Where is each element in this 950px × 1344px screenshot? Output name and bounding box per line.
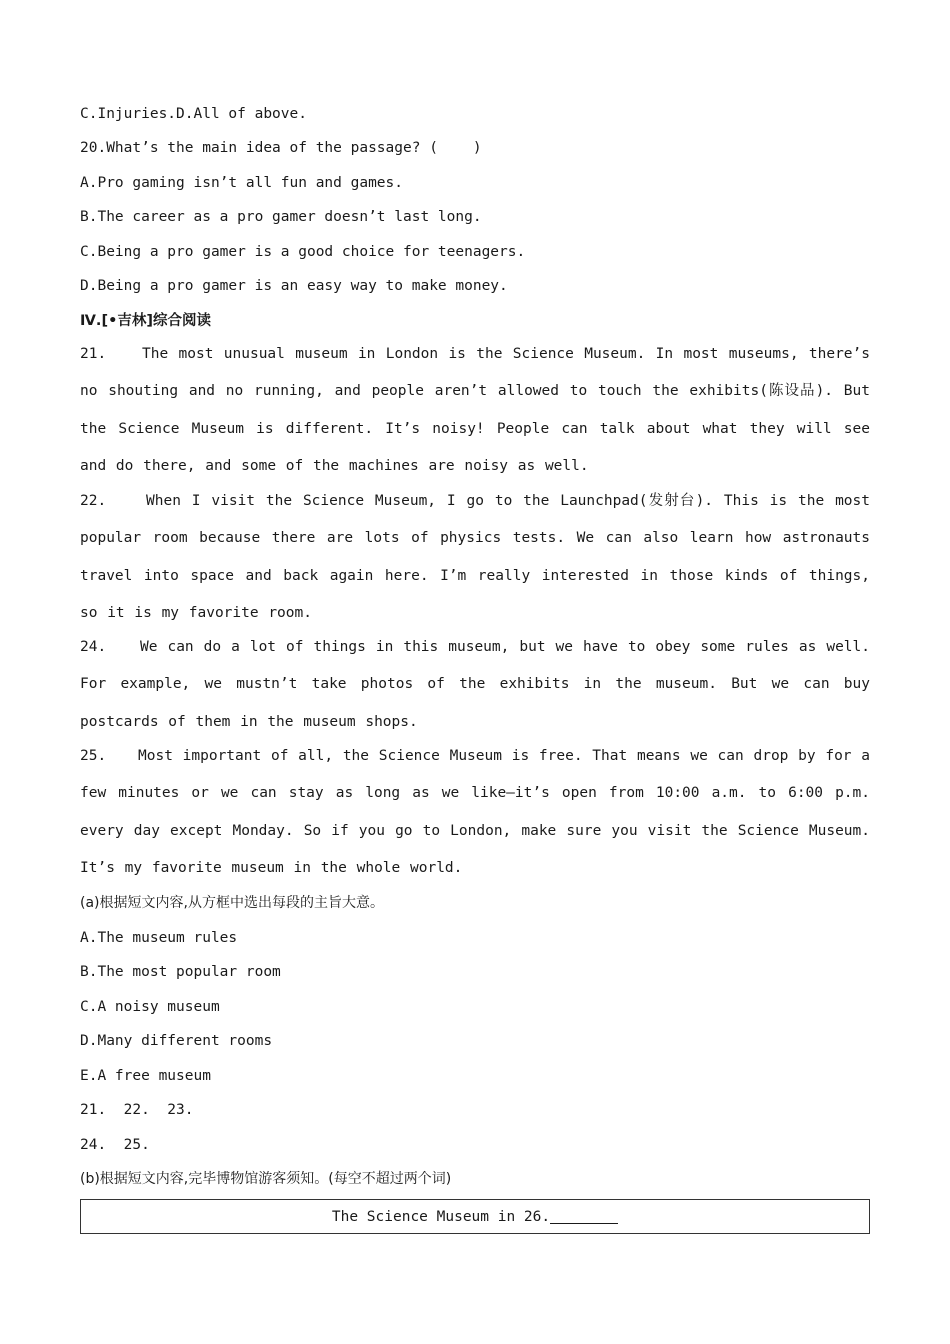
- paragraph-number: 21.: [80, 346, 107, 362]
- part-a-option-a: A.The museum rules: [80, 930, 238, 946]
- q20-option-b: B.The career as a pro gamer doesn’t last long.: [80, 209, 482, 225]
- q19-options-tail: C.Injuries.D.All of above.: [80, 106, 307, 122]
- part-a-answer-row-2: 24. 25.: [80, 1137, 150, 1153]
- section-prefix: Ⅳ.[•吉林]: [80, 313, 153, 329]
- passage-paragraph-4: [80, 738, 870, 887]
- paragraph-text: Most important of all, the Science Museum is free. That means we can drop by for a few minutes or we can stay as long as we like—it’s open from 10:00 a.m. to 6:00 p.m. every day except Monday. So if you go to London, make sure you visit the Science Museum. It’s my favorite museum in the whole world.: [80, 748, 870, 876]
- q20-option-a: A.Pro gaming isn’t all fun and games.: [80, 175, 404, 191]
- paragraph-number: 22.: [80, 493, 107, 509]
- visitor-notice-heading: The Science Museum in 26.: [331, 1208, 551, 1225]
- paragraph-number: 25.: [80, 748, 107, 764]
- visitor-notice-box: [80, 1199, 870, 1234]
- part-a-option-d: D.Many different rooms: [80, 1033, 273, 1049]
- q20-option-d: D.Being a pro gamer is an easy way to make money.: [80, 278, 508, 294]
- part-a-instruction: (a)根据短文内容,从方框中选出每段的主旨大意。: [80, 895, 384, 911]
- paragraph-text: When I visit the Science Museum, I go to the Launchpad(发射台). This is the most popular room because there are lots of physics tests. We can also learn how astronauts travel into space and back again here. I’m really interested in those kinds of things, so it is my favorite room.: [80, 493, 870, 621]
- paragraph-number: 24.: [80, 639, 107, 655]
- paragraph-text: The most unusual museum in London is the Science Museum. In most museums, there’s no shouting and no running, and people aren’t allowed to touch the exhibits(陈设品). But the Science Museum is different. It’s noisy! People can talk about what they will see and do there, and some of the machines are noisy as well.: [80, 346, 870, 474]
- part-a-option-b: B.The most popular room: [80, 964, 281, 980]
- part-b-instruction: (b)根据短文内容,完毕博物馆游客须知。(每空不超过两个词): [80, 1171, 452, 1187]
- passage-paragraph-2: [80, 483, 870, 632]
- q20-question: 20.What’s the main idea of the passage? ( ): [80, 140, 482, 156]
- section-heading: [80, 311, 211, 331]
- paragraph-text: We can do a lot of things in this museum, but we have to obey some rules as well. For example, we mustn’t take photos of the exhibits in the museum. But we can buy postcards of them in the museum shops.: [80, 639, 870, 730]
- section-title: 综合阅读: [152, 313, 211, 329]
- part-a-answer-row-1: 21. 22. 23.: [80, 1102, 194, 1118]
- answer-blank-26[interactable]: [550, 1209, 618, 1224]
- q20-option-c: C.Being a pro gamer is a good choice for teenagers.: [80, 244, 526, 260]
- part-a-option-e: E.A free museum: [80, 1068, 211, 1084]
- part-a-option-c: C.A noisy museum: [80, 999, 220, 1015]
- passage-paragraph-3: [80, 629, 870, 741]
- passage-paragraph-1: [80, 336, 870, 485]
